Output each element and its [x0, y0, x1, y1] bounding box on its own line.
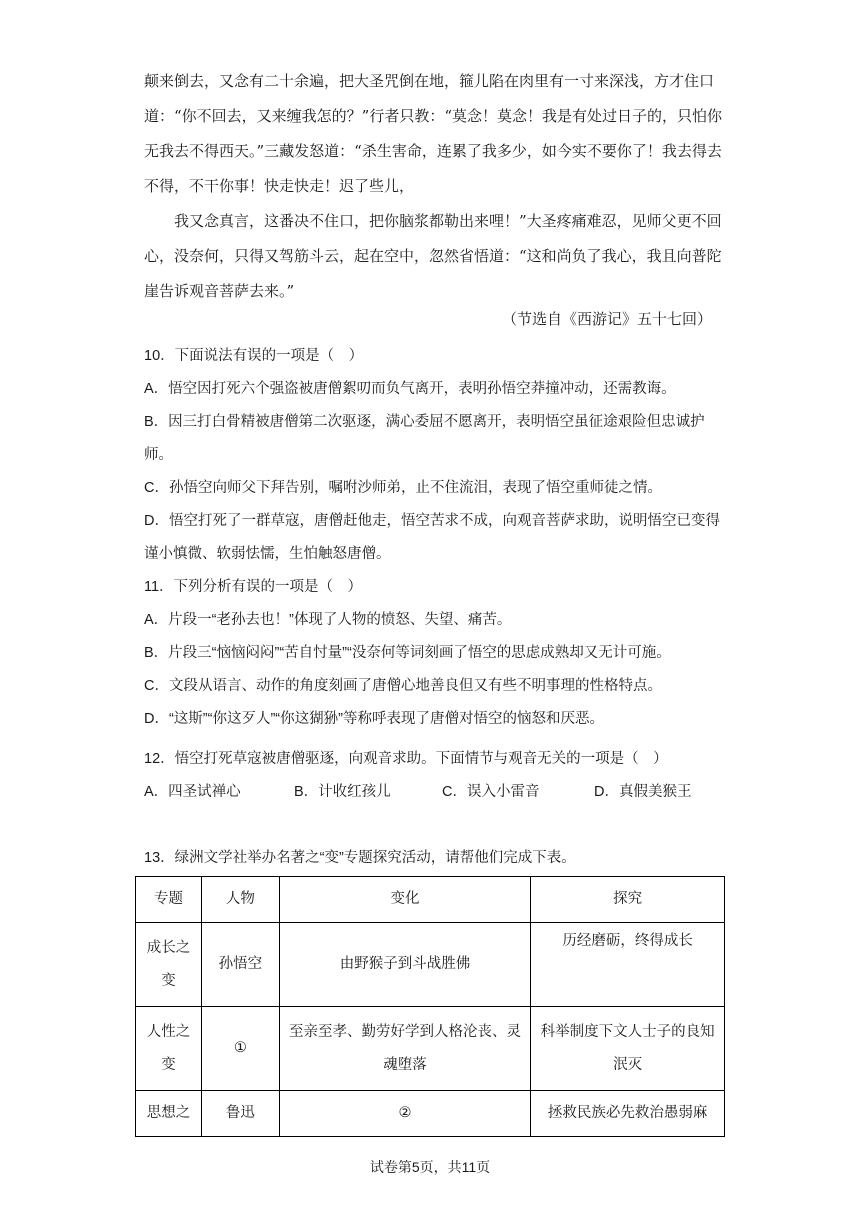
question-10-stem: 10．下面说法有误的一项是（ ）: [144, 348, 364, 364]
table-cell: 科举制度下文人士子的良知泯灭: [531, 1007, 725, 1091]
page-footer: 试卷第5页，共11页: [369, 1159, 491, 1175]
table-cell: 拯救民族必先救治愚弱麻: [531, 1091, 725, 1137]
table-cell: 历经磨砺，终得成长: [531, 923, 725, 1007]
table-cell: 鲁迅: [201, 1091, 279, 1137]
table-row: [136, 1091, 725, 1137]
question-10-option-c: C．孙悟空向师父下拜告别，嘱咐沙师弟，止不住流泪，表现了悟空重师徒之情。: [144, 480, 662, 496]
table-cell: ①: [201, 1007, 279, 1091]
table-header-cell: 探究: [531, 877, 725, 923]
question-12-stem: 12．悟空打死草寇被唐僧驱逐，向观音求助。下面情节与观音无关的一项是（ ）: [144, 751, 668, 767]
table-row: [136, 1007, 725, 1091]
table-cell: 至亲至孝、勤劳好学到人格沦丧、灵魂堕落: [279, 1007, 531, 1091]
table-header-cell: 人物: [201, 877, 279, 923]
exploration-table: [135, 876, 725, 1137]
question-12-option-d: D．真假美猴王: [594, 784, 692, 800]
table-cell: 孙悟空: [201, 923, 279, 1007]
passage-paragraph-1: 颠来倒去，又念有二十余遍，把大圣咒倒在地，箍儿陷在肉里有一寸来深浅，方才住口道：“你不回去，又来缠我怎的？”行者只教：“莫念！莫念！我是有处过日子的，只怕你无我去不得西天。”三藏发怒道：“杀生害命，连累了我多少，如今实不要你了！我去得去不得，不干你事！快走快走！迟了些儿，: [144, 72, 723, 195]
question-10-option-b: B．因三打白骨精被唐僧第二次驱逐，满心委屈不愿离开，表明悟空虽征途艰险但忠诚护师。: [144, 414, 705, 463]
table-header-cell: 变化: [279, 877, 531, 923]
table-cell: 由野猴子到斗战胜佛: [279, 923, 531, 1007]
question-12-option-b: B．计收红孩儿: [294, 784, 391, 800]
question-11-stem: 11．下列分析有误的一项是（ ）: [144, 579, 363, 595]
question-11-option-a: A．片段一“老孙去也！”体现了人物的愤怒、失望、痛苦。: [144, 612, 512, 628]
table-row: [136, 923, 725, 1007]
question-11-option-d: D．“这斯”“你这歹人”“你这猢狲”等称呼表现了唐僧对悟空的恼怒和厌恶。: [144, 711, 604, 727]
question-11-option-c: C．文段从语言、动作的角度刻画了唐僧心地善良但又有些不明事理的性格特点。: [144, 678, 662, 694]
passage-paragraph-2: 我又念真言，这番决不住口，把你脑浆都勒出来哩！”大圣疼痛难忍，见师父更不回心，没奈何，只得又驾筋斗云，起在空中，忽然省悟道：“这和尚负了我心，我且向普陀崖告诉观音菩萨去来。”: [144, 212, 722, 300]
table-cell: 思想之: [136, 1091, 202, 1137]
question-13-stem: 13．绿洲文学社举办名著之“变”专题探究活动，请帮他们完成下表。: [144, 850, 576, 866]
passage-source: （节选自《西游记》五十七回）: [501, 310, 712, 328]
table-header-row: [136, 877, 725, 923]
question-11-option-b: B．片段三“恼恼闷闷”“苦自忖量”“没奈何等词刻画了悟空的思虑成熟却又无计可施。: [144, 645, 671, 661]
table-cell: 成长之变: [136, 923, 202, 1007]
table-cell: ②: [279, 1091, 531, 1137]
question-12-option-c: C．误入小雷音: [442, 784, 540, 800]
table-cell: 人性之变: [136, 1007, 202, 1091]
question-12-option-a: A．四圣试禅心: [144, 784, 241, 800]
question-10-option-d: D．悟空打死了一群草寇，唐僧赶他走，悟空苦求不成，向观音菩萨求助，说明悟空已变得谨小慎微、软弱怯懦，生怕触怒唐僧。: [144, 513, 720, 562]
question-10-option-a: A．悟空因打死六个强盗被唐僧絮叨而负气离开，表明孙悟空莽撞冲动，还需教诲。: [144, 381, 676, 397]
table-header-cell: 专题: [136, 877, 202, 923]
